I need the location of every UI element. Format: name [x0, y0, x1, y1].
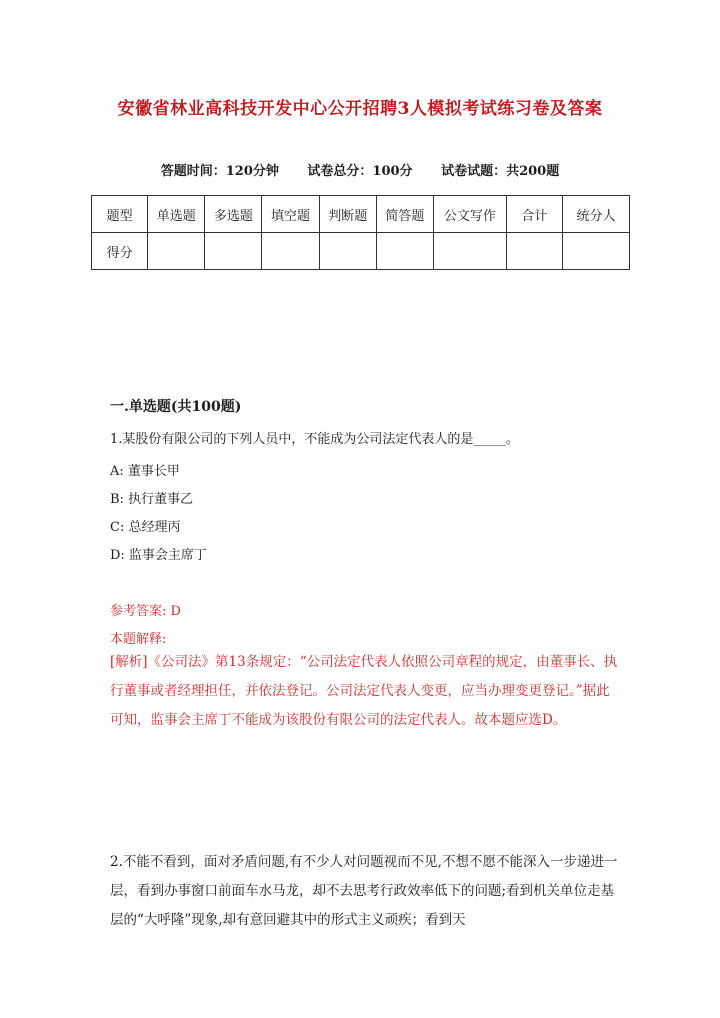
header-cell: 合计	[506, 196, 562, 233]
option-a: A: 董事长甲	[110, 464, 180, 479]
score-cell	[562, 233, 629, 270]
section-heading: 一.单选题(共100题)	[110, 399, 242, 415]
score-table-header-row	[92, 196, 630, 233]
option-b: B: 执行董事乙	[110, 492, 194, 507]
option-c: C: 总经理丙	[110, 520, 181, 535]
score-cell	[262, 233, 319, 270]
score-cell	[433, 233, 506, 270]
header-cell: 单选题	[148, 196, 205, 233]
score-table-score-row	[92, 233, 630, 270]
exam-question-count: 试卷试题：共200题	[441, 164, 560, 179]
header-cell: 统分人	[562, 196, 629, 233]
page-title: 安徽省林业高科技开发中心公开招聘3人模拟考试练习卷及答案	[117, 99, 603, 119]
score-cell	[148, 233, 205, 270]
score-row-label: 得分	[92, 233, 148, 270]
exam-time: 答题时间：120分钟	[160, 164, 279, 179]
header-cell: 公文写作	[433, 196, 506, 233]
option-d: D: 监事会主席丁	[110, 548, 207, 563]
header-cell: 简答题	[376, 196, 433, 233]
score-table	[91, 195, 630, 270]
score-cell	[506, 233, 562, 270]
score-cell	[319, 233, 376, 270]
exam-total-score: 试卷总分：100分	[307, 164, 413, 179]
header-cell: 题型	[92, 196, 148, 233]
score-cell	[376, 233, 433, 270]
score-cell	[205, 233, 262, 270]
explanation-text: [解析]《公司法》第13条规定：“公司法定代表人依照公司章程的规定，由董事长、执行董事或者经理担任，并依法登记。公司法定代表人变更，应当办理变更登记。”据此可知，监事会主席丁不能成为该股份有限公司的法定代表人。故本题应选D。	[110, 654, 618, 728]
header-cell: 判断题	[319, 196, 376, 233]
question-1-text: 1.某股份有限公司的下列人员中，不能成为公司法定代表人的是_____。	[110, 432, 519, 447]
header-cell: 多选题	[205, 196, 262, 233]
exam-info	[0, 160, 720, 179]
reference-answer: 参考答案: D	[110, 604, 181, 619]
question-2-text: 2.不能不看到，面对矛盾问题,有不少人对问题视而不见,不想不愿不能深入一步递进一层，看到办事窗口前面车水马龙，却不去思考行政效率低下的问题;看到机关单位走基层的“大呼隆”现象,却有意回避其中的形式主义顽疾；看到天	[110, 854, 618, 928]
explanation-label: 本题解释:	[110, 632, 167, 647]
header-cell: 填空题	[262, 196, 319, 233]
